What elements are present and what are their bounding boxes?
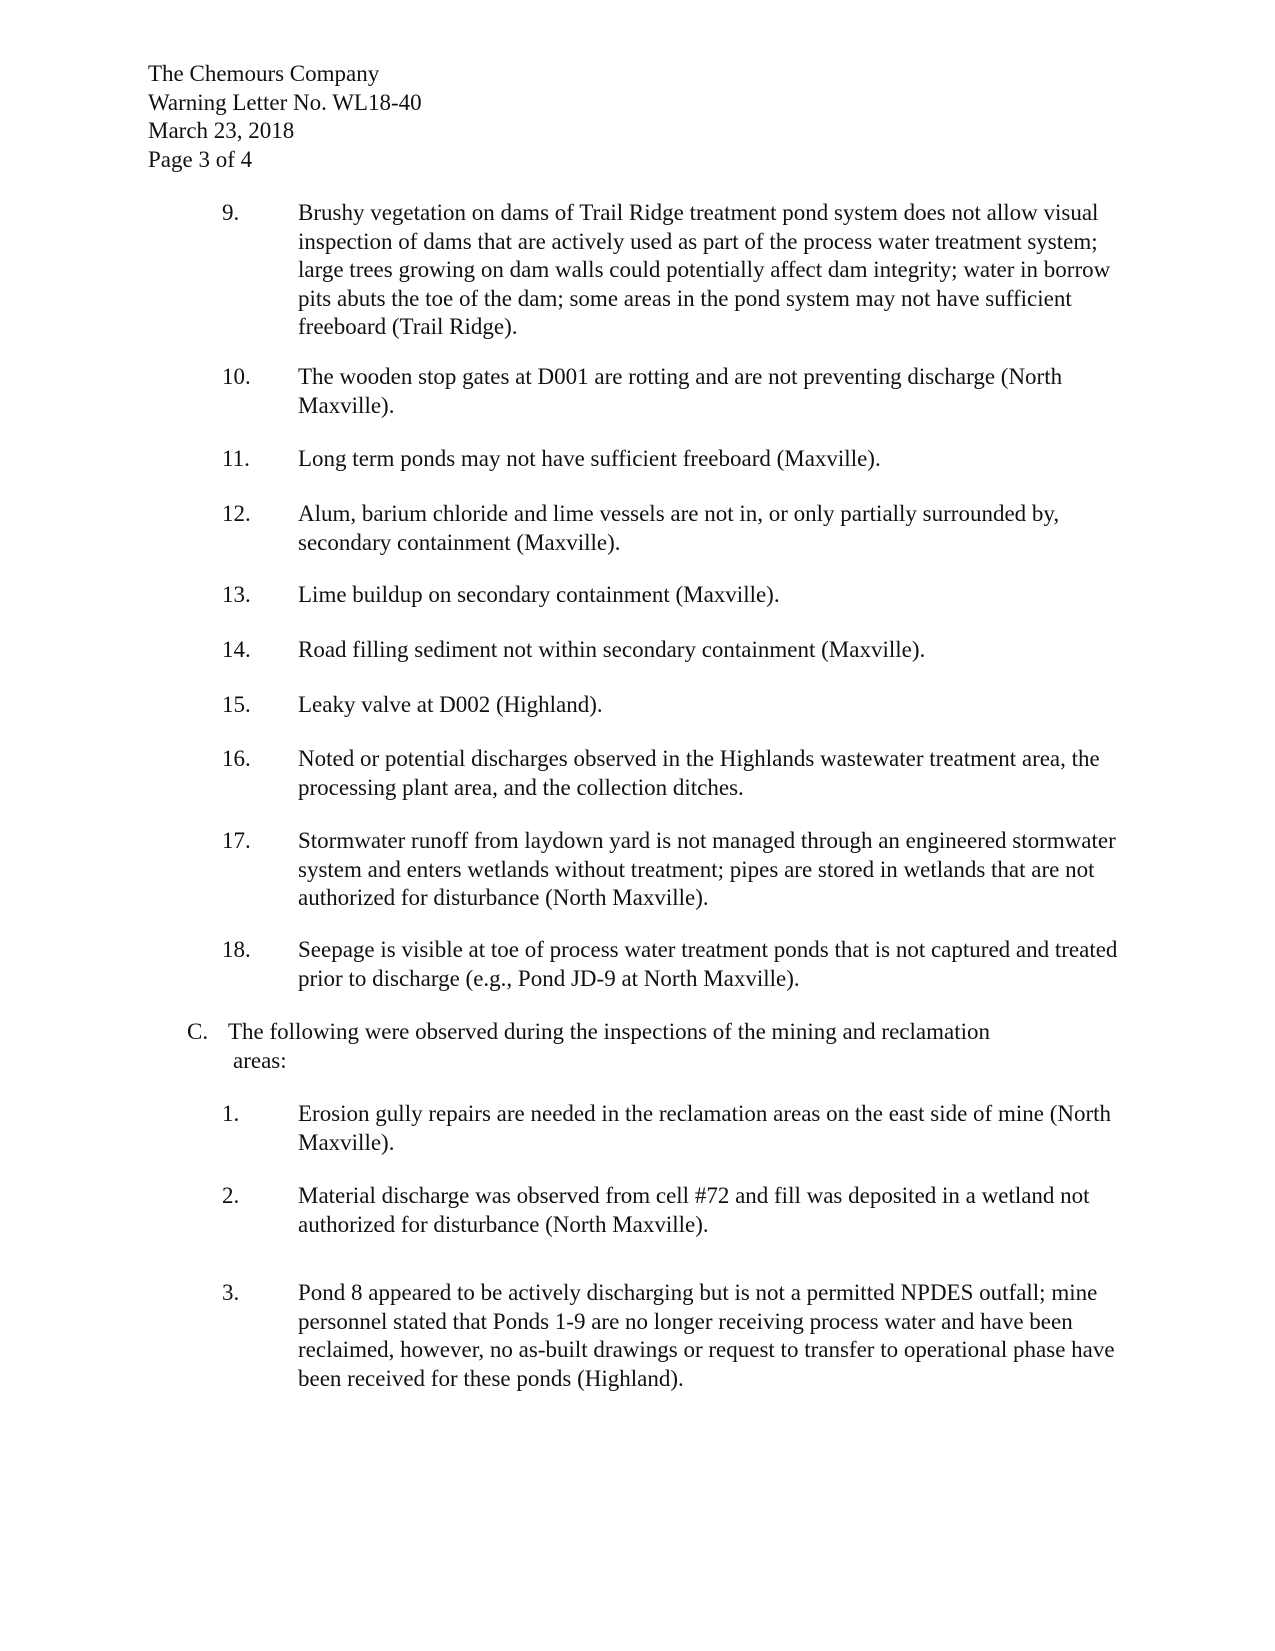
item-text: Stormwater runoff from laydown yard is not managed through an engineered stormwater system and enters wetlands without treatment; pipes are stored in wetlands that are not authorized for disturbance (North Maxville). [298, 828, 1116, 910]
item-number: 10. [222, 364, 251, 389]
item-text: Brushy vegetation on dams of Trail Ridge treatment pond system does not allow visual inspection of dams that are actively used as part of the process water treatment system; large trees growing on dam walls could potentially affect dam integrity; water in borrow pits abuts the toe of the dam; some areas in the pond system may not have sufficient freeboard (Trail Ridge). [298, 200, 1111, 339]
page-number: Page 3 of 4 [148, 146, 253, 172]
company-name: The Chemours Company [148, 61, 380, 86]
letter-number: Warning Letter No. WL18-40 [148, 89, 422, 115]
item-text: The wooden stop gates at D001 are rotting and are not preventing discharge (North Maxville). [298, 364, 1063, 418]
item-text: Noted or potential discharges observed in the Highlands wastewater treatment area, the processing plant area, and the collection ditches. [298, 746, 1100, 800]
item-number: 9. [222, 200, 240, 225]
item-text: Material discharge was observed from cell #72 and fill was deposited in a wetland not authorized for disturbance (North Maxville). [298, 1183, 1090, 1237]
item-text: Erosion gully repairs are needed in the reclamation areas on the east side of mine (North Maxville). [298, 1101, 1112, 1155]
item-text: Road filling sediment not within secondary containment (Maxville). [298, 637, 926, 662]
item-number: 13. [222, 582, 251, 607]
section-letter: C. [187, 1019, 209, 1044]
item-text: Long term ponds may not have sufficient freeboard (Maxville). [298, 446, 881, 471]
item-text: Leaky valve at D002 (Highland). [298, 692, 603, 717]
section-text [228, 1018, 1108, 1075]
item-number: 11. [222, 446, 250, 471]
item-text: Lime buildup on secondary containment (Maxville). [298, 582, 780, 607]
item-text: Seepage is visible at toe of process water treatment ponds that is not captured and treated prior to discharge (e.g., Pond JD-9 at North Maxville). [298, 937, 1118, 991]
item-text: Pond 8 appeared to be actively discharging but is not a permitted NPDES outfall; mine personnel stated that Ponds 1-9 are no longer receiving process water and have been reclaimed, however, no as-built drawings or request to transfer to operational phase have been received for these ponds (Highland). [298, 1280, 1115, 1391]
item-number: 14. [222, 637, 251, 662]
item-number: 15. [222, 692, 251, 717]
item-number: 3. [222, 1280, 240, 1305]
item-number: 16. [222, 746, 251, 771]
section-text-line1: The following were observed during the inspections of the mining and reclamation [228, 1019, 990, 1044]
item-number: 12. [222, 501, 251, 526]
letter-date: March 23, 2018 [148, 118, 295, 143]
section-text-line2: areas: [233, 1047, 287, 1073]
item-number: 18. [222, 937, 251, 962]
item-text: Alum, barium chloride and lime vessels are not in, or only partially surrounded by, secondary containment (Maxville). [298, 501, 1060, 555]
item-number: 1. [222, 1101, 240, 1126]
item-number: 2. [222, 1183, 240, 1208]
letter-header [148, 60, 422, 174]
item-number: 17. [222, 828, 251, 853]
